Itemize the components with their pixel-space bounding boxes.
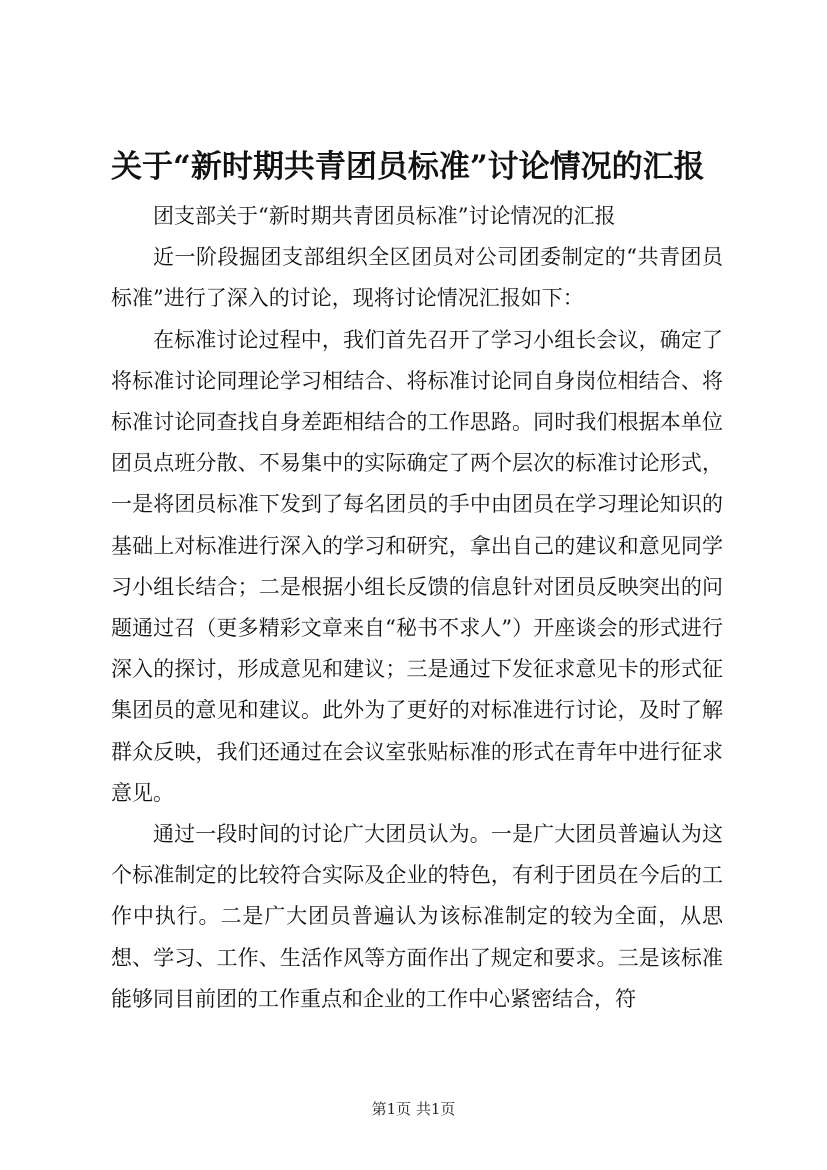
page-number-label: 第1页 共1页 xyxy=(371,1100,456,1118)
document-title: 关于“新时期共青团员标准”讨论情况的汇报 xyxy=(111,149,705,185)
paragraph-subtitle: 团支部关于“新时期共青团员标准”讨论情况的汇报 xyxy=(153,204,616,228)
page-footer xyxy=(0,1099,827,1119)
document-body xyxy=(111,196,723,1020)
paragraph-intro: 近一阶段掘团支部组织全区团员对公司团委制定的“共青团员标准”进行了深入的讨论，现将讨论情况汇报如下： xyxy=(111,245,723,311)
paragraph-results: 通过一段时间的讨论广大团员认为。一是广大团员普遍认为这个标准制定的比较符合实际及企业的特色，有利于团员在今后的工作中执行。二是广大团员普遍认为该标准制定的较为全面，从思想、学习、工作、生活作风等方面作出了规定和要求。三是该标准能够同目前团的工作重点和企业的工作中心紧密结合，符 xyxy=(111,822,723,1011)
paragraph-process: 在标准讨论过程中，我们首先召开了学习小组长会议，确定了将标准讨论同理论学习相结合、将标准讨论同自身岗位相结合、将标准讨论同查找自身差距相结合的工作思路。同时我们根据本单位团员点班分散、不易集中的实际确定了两个层次的标准讨论形式，一是将团员标准下发到了每名团员的手中由团员在学习理论知识的基础上对标准进行深入的学习和研究，拿出自己的建议和意见同学习小组长结合；二是根据小组长反馈的信息针对团员反映突出的问题通过召（更多精彩文章来自“秘书不求人”）开座谈会的形式进行深入的探讨，形成意见和建议；三是通过下发征求意见卡的形式征集团员的意见和建议。此外为了更好的对标准进行讨论，及时了解群众反映，我们还通过在会议室张贴标准的形式在青年中进行征求意见。 xyxy=(111,327,723,805)
